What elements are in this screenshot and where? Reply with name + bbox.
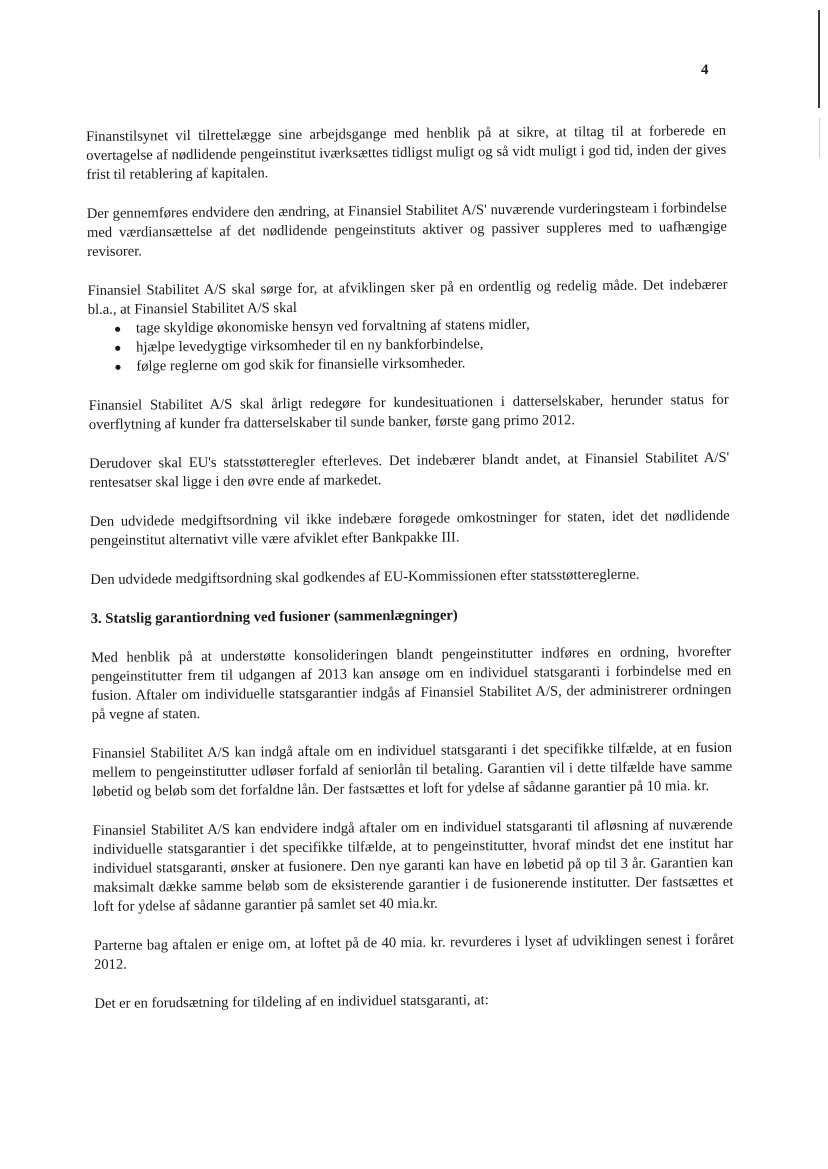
list-item-text: hjælpe levedygtige virksomheder til en ny bankforbindelse, <box>136 336 484 356</box>
paragraph-afvikling: Finansiel Stabilitet A/S skal sørge for, at afviklingen sker på en ordentlig og redelig måde. Det indebærer bl.a., at Finansiel Stabilitet A/S skal <box>87 276 728 318</box>
paragraph-afloesning: Finansiel Stabilitet A/S kan endvidere indgå aftaler om en individuel statsgaranti til afløsning af nuværende individuelle statsgarantier i det specifikke tilfælde, at to pengeinstitutter, hvoraf mindst det ene institut har individuel statsgaranti, ønsker at fusionere. Den nye garanti kan have en løbetid på op til 3 år. Garantien kan maksimalt dække samme beløb som de eksisterende garantier i de fusionerende institutter. Der fastsættes et loft for ydelse af sådanne garantier på samlet set 40 mia.kr. <box>92 816 734 915</box>
paragraph-godkendelse: Den udvidede medgiftsordning skal godkendes af EU-Kommissionen efter statsstøttereglerne. <box>90 566 640 588</box>
paragraph-vurderingsteam: Der gennemføres endvidere den ændring, at Finansiel Stabilitet A/S' nuværende vurderingsteam i forbindelse med værdiansættelse af det nødlidende pengeinstituts aktiver og passiver suppleres med to uafhængige revisorer. <box>86 199 728 260</box>
list-item-text: tage skyldige økonomiske hensyn ved forvaltning af statens midler, <box>135 316 530 337</box>
paragraph-statsstoette: Derudover skal EU's statsstøtteregler efterleves. Det indebærer blandt andet, at Finansiel Stabilitet A/S' rentesatser skal ligge i den øvre ende af markedet. <box>89 449 730 491</box>
list-item-text: følge reglerne om god skik for finansielle virksomheder. <box>136 355 466 375</box>
paragraph-loft: Parterne bag aftalen er enige om, at loftet på de 40 mia. kr. revurderes i lyset af udviklingen senest i foråret 2012. <box>93 931 734 973</box>
page-number: 4 <box>701 62 709 78</box>
bullet-icon: ● <box>113 321 122 336</box>
scan-edge-mark <box>818 10 820 108</box>
paragraph-kundesituation: Finansiel Stabilitet A/S skal årligt redegøre for kundesituationen i datterselskaber, herunder status for overflytning af kunder fra datterselskaber til sunde banker, første gang primo 2012. <box>88 391 729 433</box>
paragraph-finanstilsynet: Finanstilsynet vil tilrettelægge sine arbejdsgange med henblik på at sikre, at tiltag til at forberede en overtagelse af nødlidende pengeinstitut iværksættes tidligst muligt og så vidt muligt i god tid, inden der gives frist til retablering af kapitalen. <box>86 122 727 183</box>
paragraph-konsolidering: Med henblik på at understøtte konsolideringen blandt pengeinstitutter indføres en ordning, hvorefter pengeinstitutter frem til udgangen af 2013 kan ansøge om en individuel statsgaranti i forbindelse med en fusion. Aftaler om individuelle statsgarantier indgås af Finansiel Stabilitet A/S, der administrerer ordningen på vegne af staten. <box>91 643 732 723</box>
scan-edge-shadow <box>819 118 820 158</box>
obligations-list <box>88 314 729 377</box>
bullet-icon: ● <box>114 340 122 355</box>
paragraph-forudsaetning: Det er en forudsætning for tildeling af en individuel statsgaranti, at: <box>94 992 489 1012</box>
paragraph-seniorlaan: Finansiel Stabilitet A/S kan indgå aftale om en individuel statsgaranti i det specifikke tilfælde, at en fusion mellem to pengeinstitutter udløser forfald af seniorlån til betaling. Garantien vil i dette tilfælde have samme løbetid og beløb som det forfaldne lån. Der fastsættes et loft for ydelse af sådanne garantier på 10 mia. kr. <box>91 739 733 800</box>
section-heading: 3. Statslig garantiordning ved fusioner (sammenlægninger) <box>90 607 458 627</box>
document-body <box>86 122 735 1034</box>
paragraph-omkostninger: Den udvidede medgiftsordning vil ikke indebære forøgede omkostninger for staten, idet det nødlidende pengeinstitut alternativt ville være afviklet efter Bankpakke III. <box>89 507 730 549</box>
bullet-icon: ● <box>114 359 122 374</box>
